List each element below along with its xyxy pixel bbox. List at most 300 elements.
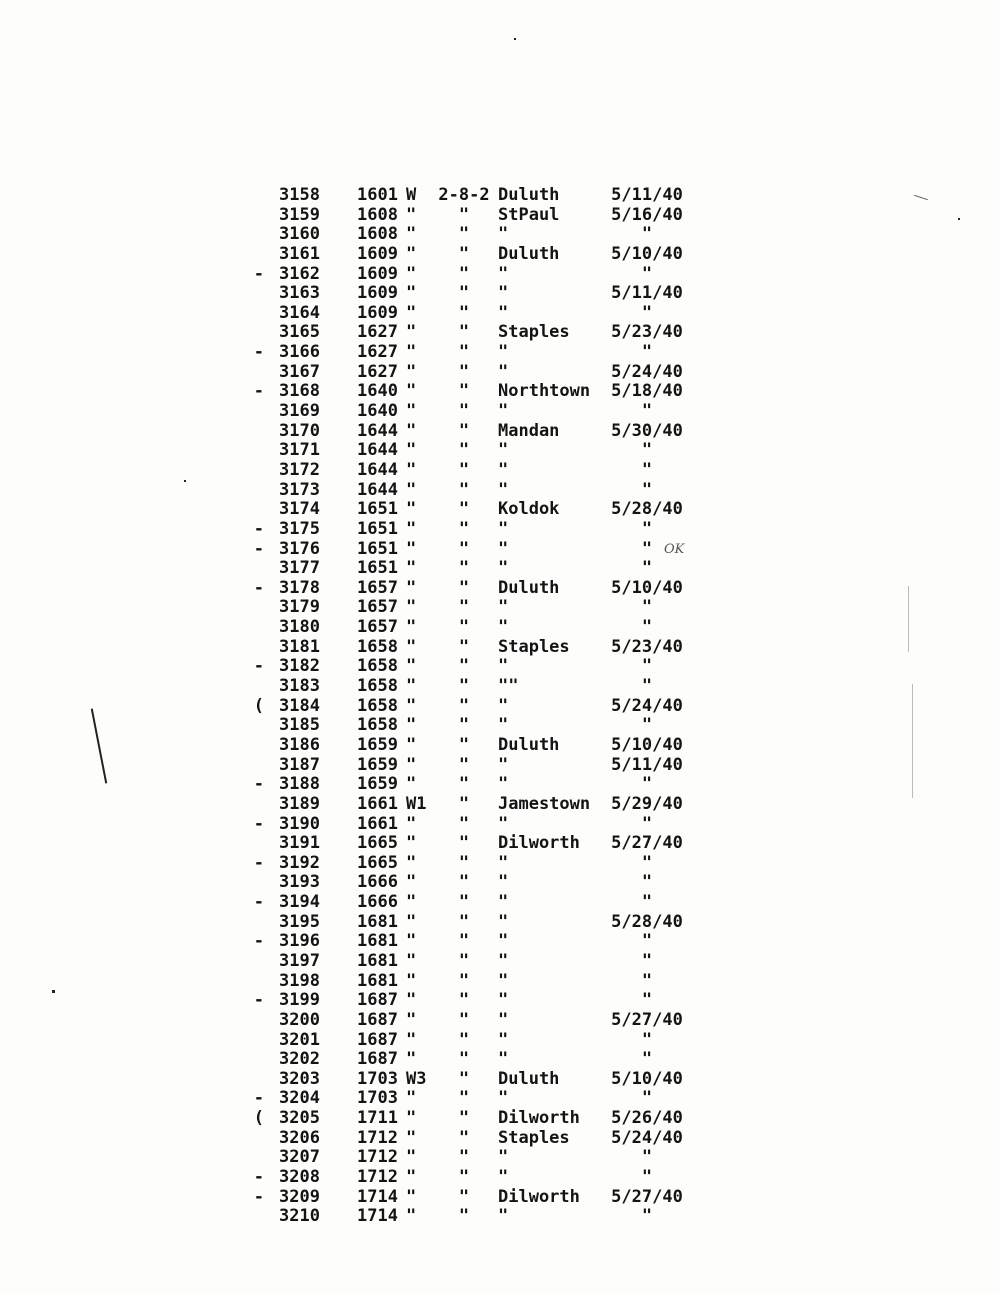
ledger-row — [236, 245, 756, 265]
ship-date: " — [641, 459, 653, 480]
class-code: " — [406, 695, 417, 716]
class-code: " — [406, 322, 417, 343]
engine-number: 1681 — [357, 970, 398, 991]
engine-number: 1658 — [357, 656, 398, 677]
class-code: " — [406, 990, 417, 1011]
class-code: " — [406, 479, 417, 500]
destination: " — [498, 479, 509, 500]
destination: Dilworth — [498, 833, 580, 854]
car-number: 3172 — [279, 459, 320, 480]
wheel-arrangement: " — [458, 499, 470, 520]
wheel-arrangement: " — [458, 263, 470, 284]
car-number: 3197 — [279, 950, 320, 971]
ledger-row — [236, 1168, 756, 1188]
ship-date: 5/24/40 — [611, 361, 683, 382]
wheel-arrangement: " — [458, 1167, 470, 1188]
speck — [514, 38, 516, 40]
ledger-row — [236, 1011, 756, 1031]
engine-number: 1644 — [357, 479, 398, 500]
car-number: 3168 — [279, 381, 320, 402]
destination: " — [498, 1009, 509, 1030]
class-code: " — [406, 538, 417, 559]
ledger-row — [236, 815, 756, 835]
wheel-arrangement: " — [458, 1186, 470, 1207]
ship-date: " — [641, 224, 653, 245]
margin-mark: - — [253, 774, 264, 795]
ship-date: 5/26/40 — [611, 1108, 683, 1129]
car-number: 3158 — [279, 185, 320, 205]
ledger-row — [236, 697, 756, 717]
car-number: 3162 — [279, 263, 320, 284]
car-number: 3183 — [279, 676, 320, 697]
ledger-row — [236, 323, 756, 343]
destination: " — [498, 617, 509, 638]
destination: " — [498, 1049, 509, 1070]
destination: " — [498, 715, 509, 736]
car-number: 3196 — [279, 931, 320, 952]
ship-date: " — [641, 813, 653, 834]
margin-mark: - — [253, 892, 264, 913]
wheel-arrangement: " — [458, 302, 470, 323]
ledger-row — [236, 1050, 756, 1070]
margin-mark: ( — [253, 1108, 264, 1129]
car-number: 3159 — [279, 204, 320, 225]
destination: Staples — [498, 636, 570, 657]
margin-pen-stroke — [91, 709, 107, 784]
ship-date: " — [641, 852, 653, 873]
ledger-row — [236, 893, 756, 913]
wheel-arrangement: " — [458, 892, 470, 913]
engine-number: 1601 — [357, 185, 398, 205]
ledger-row — [236, 736, 756, 756]
ledger-row — [236, 304, 756, 324]
margin-mark: ( — [253, 695, 264, 716]
engine-number: 1609 — [357, 263, 398, 284]
destination: " — [498, 695, 509, 716]
car-number: 3175 — [279, 518, 320, 539]
wheel-arrangement: " — [458, 1108, 470, 1129]
ship-date: " — [641, 1147, 653, 1168]
engine-number: 1644 — [357, 440, 398, 461]
ledger-row — [236, 441, 756, 461]
destination: " — [498, 892, 509, 913]
destination: Duluth — [498, 577, 560, 598]
margin-mark: - — [253, 577, 264, 598]
margin-mark: - — [253, 538, 264, 559]
car-number: 3180 — [279, 617, 320, 638]
destination: " — [498, 1167, 509, 1188]
ship-date: " — [641, 1029, 653, 1050]
wheel-arrangement: " — [458, 381, 470, 402]
destination: " — [498, 656, 509, 677]
car-number: 3199 — [279, 990, 320, 1011]
class-code: " — [406, 1127, 417, 1148]
car-number: 3201 — [279, 1029, 320, 1050]
wheel-arrangement: " — [458, 459, 470, 480]
ship-date: " — [641, 538, 653, 559]
ship-date: 5/16/40 — [611, 204, 683, 225]
ledger-row — [236, 677, 756, 697]
engine-number: 1714 — [357, 1186, 398, 1207]
ledger-row — [236, 834, 756, 854]
ship-date: " — [641, 872, 653, 893]
class-code: " — [406, 224, 417, 245]
destination: " — [498, 518, 509, 539]
destination: " — [498, 911, 509, 932]
ledger-row — [236, 461, 756, 481]
destination: " — [498, 558, 509, 579]
speck — [52, 990, 55, 993]
car-number: 3174 — [279, 499, 320, 520]
speck — [958, 218, 960, 220]
car-number: 3198 — [279, 970, 320, 991]
engine-number: 1657 — [357, 577, 398, 598]
destination: " — [498, 459, 509, 480]
engine-number: 1651 — [357, 518, 398, 539]
car-number: 3186 — [279, 734, 320, 755]
destination: " — [498, 990, 509, 1011]
ship-date: " — [641, 302, 653, 323]
car-number: 3207 — [279, 1147, 320, 1168]
class-code: W3 — [406, 1068, 427, 1089]
destination: " — [498, 813, 509, 834]
ship-date: 5/23/40 — [611, 322, 683, 343]
destination: " — [498, 224, 509, 245]
car-number: 3184 — [279, 695, 320, 716]
car-number: 3160 — [279, 224, 320, 245]
class-code: " — [406, 734, 417, 755]
destination: " — [498, 538, 509, 559]
wheel-arrangement: " — [458, 636, 470, 657]
class-code: " — [406, 892, 417, 913]
car-number: 3165 — [279, 322, 320, 343]
engine-number: 1658 — [357, 715, 398, 736]
class-code: " — [406, 1108, 417, 1129]
ledger-row — [236, 952, 756, 972]
ship-date: 5/24/40 — [611, 695, 683, 716]
ledger-row — [236, 186, 756, 206]
destination: " — [498, 263, 509, 284]
wheel-arrangement: " — [458, 479, 470, 500]
ship-date: " — [641, 479, 653, 500]
car-number: 3200 — [279, 1009, 320, 1030]
car-number: 3171 — [279, 440, 320, 461]
destination: " — [498, 931, 509, 952]
destination: Koldok — [498, 499, 560, 520]
ship-date: 5/27/40 — [611, 1186, 683, 1207]
destination: " — [498, 597, 509, 618]
class-code: " — [406, 617, 417, 638]
ledger-row — [236, 756, 756, 776]
ship-date: " — [641, 892, 653, 913]
margin-mark: - — [253, 518, 264, 539]
class-code: " — [406, 558, 417, 579]
destination: " — [498, 754, 509, 775]
class-code: " — [406, 1049, 417, 1070]
engine-number: 1712 — [357, 1127, 398, 1148]
wheel-arrangement: " — [458, 1147, 470, 1168]
car-number: 3179 — [279, 597, 320, 618]
ship-date: " — [641, 558, 653, 579]
car-number: 3206 — [279, 1127, 320, 1148]
ship-date: " — [641, 1088, 653, 1109]
ship-date: " — [641, 931, 653, 952]
ledger-row — [236, 225, 756, 245]
engine-number: 1657 — [357, 617, 398, 638]
destination: StPaul — [498, 204, 560, 225]
car-number: 3167 — [279, 361, 320, 382]
class-code: " — [406, 774, 417, 795]
class-code: " — [406, 970, 417, 991]
car-number: 3181 — [279, 636, 320, 657]
engine-number: 1666 — [357, 872, 398, 893]
ship-date: " — [641, 617, 653, 638]
car-number: 3166 — [279, 342, 320, 363]
ship-date: " — [641, 970, 653, 991]
ledger-row — [236, 1207, 756, 1227]
ledger-row — [236, 716, 756, 736]
ship-date: " — [641, 440, 653, 461]
destination: Northtown — [498, 381, 591, 402]
engine-number: 1687 — [357, 1049, 398, 1070]
destination: " — [498, 401, 509, 422]
wheel-arrangement: " — [458, 911, 470, 932]
class-code: " — [406, 1088, 417, 1109]
ledger-row — [236, 972, 756, 992]
handwritten-note: OK — [664, 541, 685, 557]
car-number: 3208 — [279, 1167, 320, 1188]
margin-pen-stroke — [914, 195, 928, 200]
destination: " — [498, 1147, 509, 1168]
class-code: " — [406, 950, 417, 971]
ship-date: 5/24/40 — [611, 1127, 683, 1148]
car-number: 3173 — [279, 479, 320, 500]
destination: " — [498, 283, 509, 304]
ship-date: " — [641, 990, 653, 1011]
destination: Duluth — [498, 185, 560, 205]
ledger-row — [236, 520, 756, 540]
engine-number: 1651 — [357, 499, 398, 520]
wheel-arrangement: " — [458, 597, 470, 618]
ledger-row — [236, 363, 756, 383]
wheel-arrangement: 2-8-2 — [438, 185, 490, 205]
class-code: " — [406, 263, 417, 284]
margin-mark: - — [253, 852, 264, 873]
destination: Duluth — [498, 243, 560, 264]
margin-mark: - — [253, 990, 264, 1011]
wheel-arrangement: " — [458, 852, 470, 873]
class-code: " — [406, 872, 417, 893]
car-number: 3161 — [279, 243, 320, 264]
car-number: 3177 — [279, 558, 320, 579]
wheel-arrangement: " — [458, 813, 470, 834]
car-number: 3210 — [279, 1206, 320, 1227]
engine-number: 1659 — [357, 754, 398, 775]
ledger-row — [236, 932, 756, 952]
ledger-row — [236, 402, 756, 422]
wheel-arrangement: " — [458, 754, 470, 775]
car-number: 3190 — [279, 813, 320, 834]
car-number: 3170 — [279, 420, 320, 441]
destination: " — [498, 1029, 509, 1050]
engine-number: 1712 — [357, 1167, 398, 1188]
ship-date: " — [641, 401, 653, 422]
class-code: " — [406, 518, 417, 539]
ship-date: " — [641, 342, 653, 363]
class-code: " — [406, 577, 417, 598]
engine-number: 1681 — [357, 911, 398, 932]
engine-number: 1651 — [357, 538, 398, 559]
class-code: " — [406, 1147, 417, 1168]
engine-number: 1658 — [357, 676, 398, 697]
ship-date: 5/10/40 — [611, 1068, 683, 1089]
ship-date: 5/27/40 — [611, 1009, 683, 1030]
class-code: " — [406, 715, 417, 736]
ledger-row — [236, 775, 756, 795]
car-number: 3204 — [279, 1088, 320, 1109]
destination: Duluth — [498, 1068, 560, 1089]
ledger-row — [236, 559, 756, 579]
car-number: 3178 — [279, 577, 320, 598]
engine-number: 1661 — [357, 793, 398, 814]
ledger-row — [236, 1031, 756, 1051]
speck — [184, 480, 186, 482]
ledger-row — [236, 795, 756, 815]
destination: Mandan — [498, 420, 560, 441]
wheel-arrangement: " — [458, 1068, 470, 1089]
destination: Jamestown — [498, 793, 591, 814]
class-code: " — [406, 636, 417, 657]
ship-date: " — [641, 518, 653, 539]
class-code: " — [406, 361, 417, 382]
car-number: 3194 — [279, 892, 320, 913]
ship-date: 5/10/40 — [611, 243, 683, 264]
margin-mark: - — [253, 342, 264, 363]
destination: Staples — [498, 1127, 570, 1148]
engine-number: 1608 — [357, 224, 398, 245]
wheel-arrangement: " — [458, 695, 470, 716]
wheel-arrangement: " — [458, 518, 470, 539]
ledger-row — [236, 265, 756, 285]
wheel-arrangement: " — [458, 950, 470, 971]
engine-number: 1644 — [357, 420, 398, 441]
ledger-row — [236, 382, 756, 402]
wheel-arrangement: " — [458, 1127, 470, 1148]
car-number: 3205 — [279, 1108, 320, 1129]
ledger-row — [236, 913, 756, 933]
destination: " — [498, 950, 509, 971]
ledger-row — [236, 422, 756, 442]
ledger-row — [236, 873, 756, 893]
car-number: 3195 — [279, 911, 320, 932]
ship-date: " — [641, 1206, 653, 1227]
engine-number: 1651 — [357, 558, 398, 579]
ledger-row — [236, 343, 756, 363]
engine-number: 1661 — [357, 813, 398, 834]
wheel-arrangement: " — [458, 1206, 470, 1227]
class-code: W — [406, 185, 417, 205]
engine-number: 1687 — [357, 1009, 398, 1030]
class-code: " — [406, 833, 417, 854]
ship-date: " — [641, 676, 653, 697]
ship-date: 5/11/40 — [611, 754, 683, 775]
destination: " — [498, 774, 509, 795]
class-code: " — [406, 1206, 417, 1227]
car-number: 3188 — [279, 774, 320, 795]
ship-date: " — [641, 263, 653, 284]
destination: " — [498, 872, 509, 893]
ledger-row — [236, 1109, 756, 1129]
ship-date: " — [641, 715, 653, 736]
class-code: " — [406, 754, 417, 775]
wheel-arrangement: " — [458, 1049, 470, 1070]
class-code: " — [406, 1009, 417, 1030]
destination: " — [498, 970, 509, 991]
class-code: " — [406, 401, 417, 422]
class-code: " — [406, 852, 417, 873]
wheel-arrangement: " — [458, 342, 470, 363]
ship-date: 5/23/40 — [611, 636, 683, 657]
wheel-arrangement: " — [458, 361, 470, 382]
margin-mark: - — [253, 1186, 264, 1207]
car-number: 3185 — [279, 715, 320, 736]
wheel-arrangement: " — [458, 931, 470, 952]
destination: Duluth — [498, 734, 560, 755]
car-number: 3176 — [279, 538, 320, 559]
class-code: " — [406, 1167, 417, 1188]
margin-mark: - — [253, 813, 264, 834]
wheel-arrangement: " — [458, 538, 470, 559]
ledger-row — [236, 618, 756, 638]
wheel-arrangement: " — [458, 656, 470, 677]
destination: " — [498, 361, 509, 382]
class-code: " — [406, 204, 417, 225]
class-code: " — [406, 440, 417, 461]
ledger-row — [236, 1089, 756, 1109]
car-number: 3189 — [279, 793, 320, 814]
wheel-arrangement: " — [458, 204, 470, 225]
engine-number: 1658 — [357, 695, 398, 716]
ledger-row — [236, 991, 756, 1011]
ship-date: " — [641, 774, 653, 795]
class-code: " — [406, 676, 417, 697]
ledger-row — [236, 1188, 756, 1208]
class-code: " — [406, 459, 417, 480]
wheel-arrangement: " — [458, 440, 470, 461]
class-code: " — [406, 1029, 417, 1050]
destination: " — [498, 302, 509, 323]
wheel-arrangement: " — [458, 224, 470, 245]
destination: Dilworth — [498, 1108, 580, 1129]
wheel-arrangement: " — [458, 833, 470, 854]
ledger-row — [236, 1148, 756, 1168]
ledger-row — [236, 284, 756, 304]
ledger-row — [236, 579, 756, 599]
wheel-arrangement: " — [458, 401, 470, 422]
ledger-row — [236, 657, 756, 677]
engine-number: 1712 — [357, 1147, 398, 1168]
margin-mark: - — [253, 263, 264, 284]
engine-number: 1608 — [357, 204, 398, 225]
wheel-arrangement: " — [458, 1009, 470, 1030]
engine-number: 1627 — [357, 342, 398, 363]
destination: " — [498, 440, 509, 461]
wheel-arrangement: " — [458, 283, 470, 304]
engine-number: 1703 — [357, 1068, 398, 1089]
wheel-arrangement: " — [458, 715, 470, 736]
class-code: " — [406, 813, 417, 834]
ship-date: " — [641, 1049, 653, 1070]
